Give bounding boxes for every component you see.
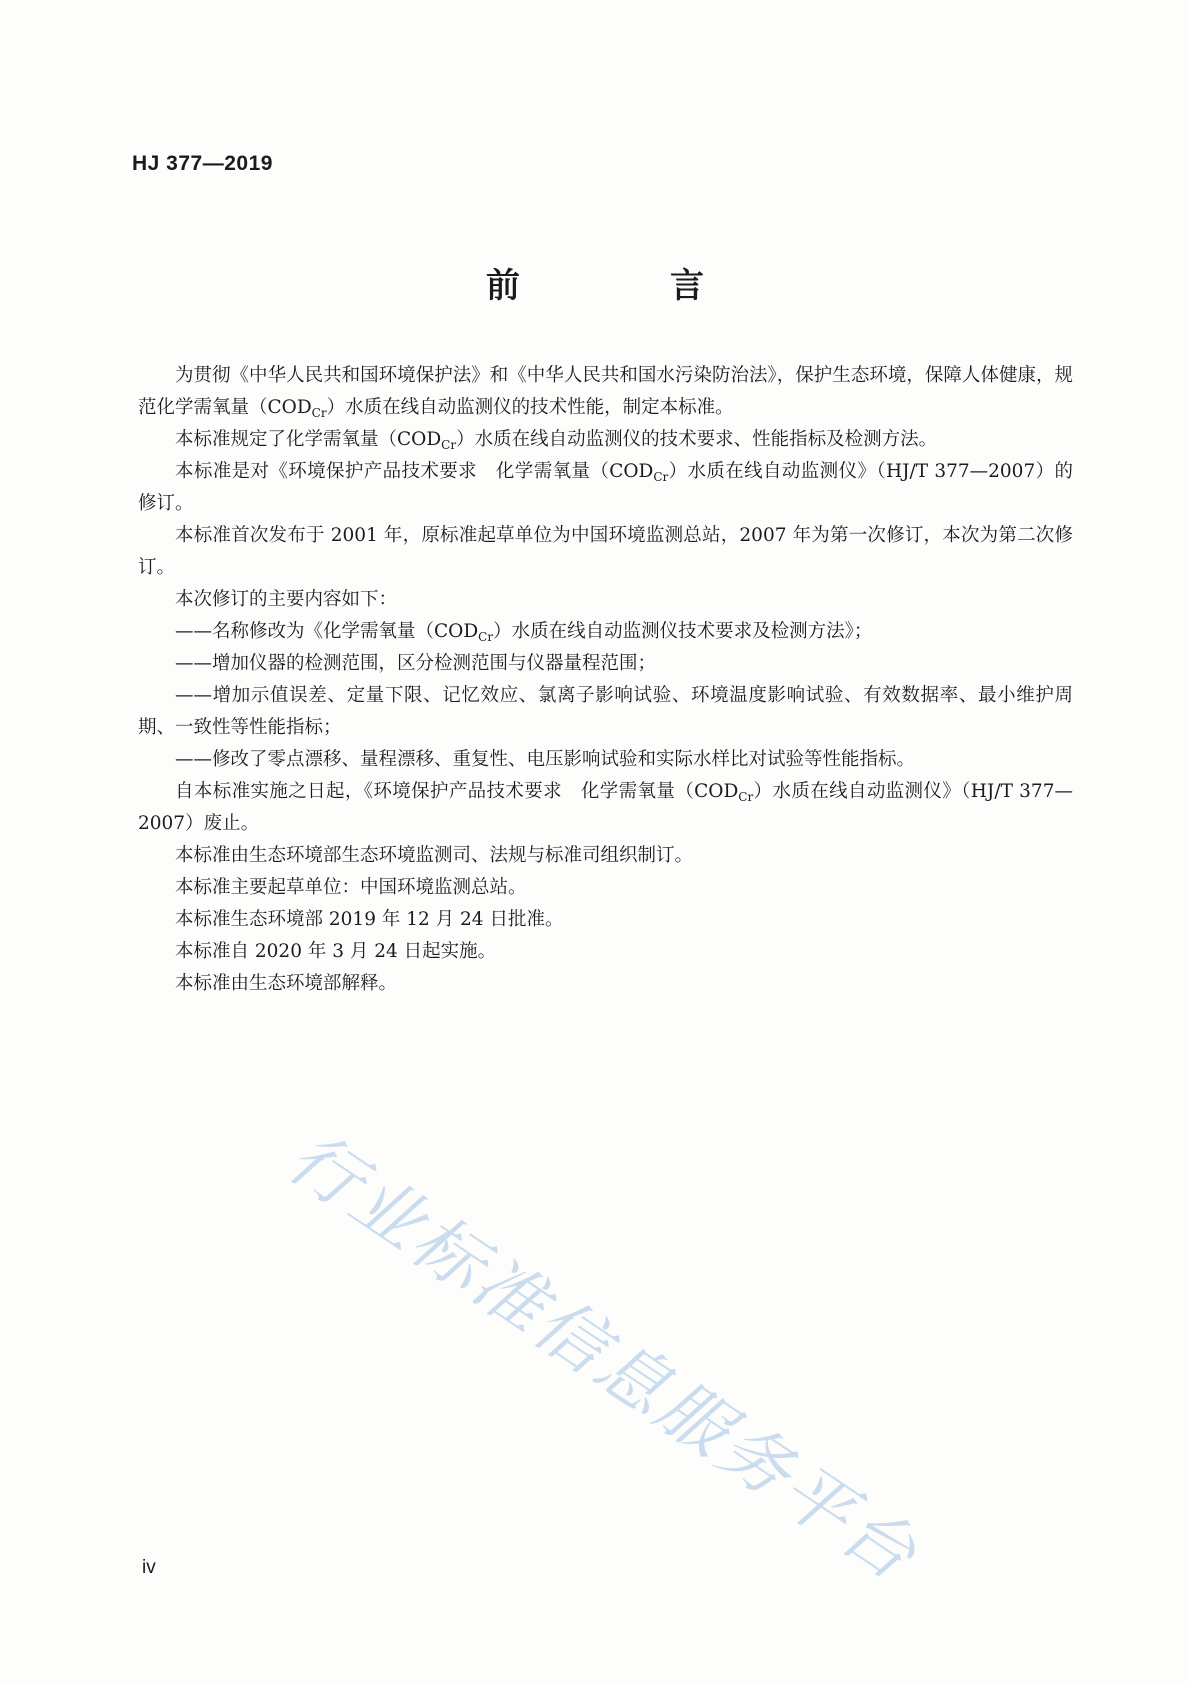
- list-item: ——修改了零点漂移、量程漂移、重复性、电压影响试验和实际水样比对试验等性能指标。: [175, 749, 916, 770]
- paragraph: 为贯彻《中华人民共和国环境保护法》和《中华人民共和国水污染防治法》，保护生态环境，保障人体健康，规范化学需氧量$(COD_{Cr})$水质在线自动监测仪的技术性能，制定本标准。: [138, 365, 1073, 420]
- watermark: 行业标准信息服务平台: [273, 1116, 934, 1598]
- paragraph: 本标准由生态环境部生态环境监测司、法规与标准司组织制订。: [175, 845, 694, 866]
- list-item: ——增加仪器的检测范围，区分检测范围与仪器量程范围；: [175, 653, 657, 674]
- paragraph: 本次修订的主要内容如下：: [175, 589, 398, 610]
- paragraph: 本标准规定了化学需氧量$(COD_{Cr})$水质在线自动监测仪的技术要求、性能指标及检测方法。: [175, 429, 938, 452]
- paragraph: 本标准首次发布于 2001 年，原标准起草单位为中国环境监测总站，2007 年为第一次修订，本次为第二次修订。: [138, 525, 1073, 578]
- document-code: HJ 377—2019: [132, 152, 273, 175]
- list-item: ——增加示值误差、定量下限、记忆效应、氯离子影响试验、环境温度影响试验、有效数据率、最小维护周期、一致性等性能指标；: [138, 685, 1073, 738]
- list-item: ——名称修改为《化学需氧量$(COD_{Cr})$水质在线自动监测仪技术要求及检测方法》；: [175, 621, 873, 644]
- paragraph: 本标准自 2020 年 3 月 24 日起实施。: [175, 941, 497, 962]
- paragraph: 本标准主要起草单位：中国环境监测总站。: [175, 877, 527, 898]
- paragraph: 本标准是对《环境保护产品技术要求 化学需氧量$(COD_{Cr})$水质在线自动监测仪》（HJ/T 377—2007）的修订。: [138, 461, 1073, 514]
- page-title: 前 言: [486, 266, 762, 306]
- paragraph: 自本标准实施之日起，《环境保护产品技术要求 化学需氧量$(COD_{Cr})$水质在线自动监测仪》（HJ/T 377—2007）废止。: [138, 781, 1073, 834]
- paragraph: 本标准生态环境部 2019 年 12 月 24 日批准。: [175, 909, 564, 930]
- paragraph: 本标准由生态环境部解释。: [175, 973, 398, 994]
- page-number: iv: [142, 1557, 156, 1578]
- foreword-body: [138, 360, 1073, 1000]
